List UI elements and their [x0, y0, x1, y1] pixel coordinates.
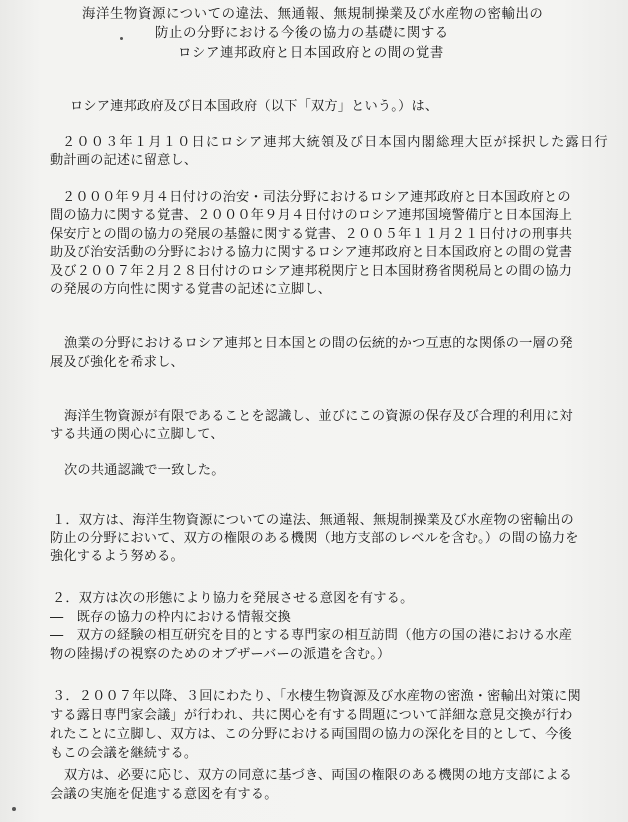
- document-title-line-2: 防止の分野における今後の協力の基礎に関する: [155, 26, 449, 41]
- item-2-line-1: ２．双方は次の形態により協力を発展させる意図を有する。: [52, 591, 414, 606]
- item-2-line-4: 物の陸揚げの視察のためのオブザーバーの派遣を含む。）: [50, 647, 391, 662]
- document-title-line-3: ロシア連邦政府と日本国政府との間の覚書: [178, 46, 444, 61]
- preamble-memoranda-line-2: 間の協力に関する覚書、２０００年９月４日付けのロシア連邦国境警備庁と日本国海上: [50, 208, 573, 223]
- preamble-action-plan-line-1: ２００３年１月１０日にロシア連邦大統領及び日本国内閣総理大臣が採択した露日行: [62, 135, 609, 150]
- item-3-line-1: ３．２００７年以降、３回にわたり、「水棲生物資源及び水産物の密漁・密輸出対策に関: [52, 689, 581, 704]
- item-3-line-5: 双方は、必要に応じ、双方の同意に基づき、両国の権限のある機関の地方支部による: [64, 768, 573, 783]
- preamble-memoranda-line-4: 助及び治安活動の分野における協力に関するロシア連邦政府と日本国政府との間の覚書: [50, 245, 573, 260]
- margin-dot-mark: [120, 37, 123, 40]
- preamble-agreement: 次の共通認識で一致した。: [64, 463, 225, 478]
- preamble-resources-line-2: する共通の関心に立脚して、: [50, 427, 224, 442]
- preamble-memoranda-line-3: 保安庁との間の協力の発展の基盤に関する覚書、２００５年１１月２１日付けの刑事共: [50, 227, 573, 242]
- item-3-line-3: れたことに立脚し、双方は、この分野における両国間の協力の深化を目的として、今後: [50, 727, 572, 742]
- preamble-fisheries-line-1: 漁業の分野におけるロシア連邦と日本国との間の伝統的かつ互恵的な関係の一層の発: [64, 336, 573, 351]
- document-title-line-1: 海洋生物資源についての違法、無通報、無規制操業及び水産物の密輸出の: [82, 7, 544, 22]
- preamble-memoranda-line-1: ２０００年９月４日付けの治安・司法分野におけるロシア連邦政府と日本国政府との: [62, 190, 571, 205]
- item-1-line-1: １．双方は、海洋生物資源についての違法、無通報、無規制操業及び水産物の密輸出の: [52, 513, 574, 528]
- preamble-fisheries-line-2: 展及び強化を希求し、: [50, 355, 184, 370]
- margin-dot-mark: [12, 807, 16, 811]
- preamble-action-plan-line-2: 動計画の記述に留意し、: [50, 153, 198, 168]
- preamble-memoranda-line-5: 及び２００７年２月２８日付けのロシア連邦税関庁と日本国財務省関税局との間の協力: [50, 264, 573, 279]
- item-3-line-4: もこの会議を継続する。: [50, 746, 198, 761]
- item-3-line-2: する露日専門家会議」が行われ、共に関心を有する問題について詳細な意見交換が行わ: [50, 708, 573, 723]
- preamble-parties: ロシア連邦政府及び日本国政府（以下「双方」という。）は、: [70, 99, 439, 114]
- item-2-line-2: ― 既存の協力の枠内における情報交換: [50, 610, 291, 625]
- item-1-line-3: 強化するよう努める。: [50, 549, 184, 564]
- item-2-line-3: ― 双方の経験の相互研究を目的とする専門家の相互訪問（他方の国の港における水産: [50, 628, 573, 643]
- preamble-memoranda-line-6: の発展の方向性に関する覚書の記述に立脚し、: [50, 282, 332, 297]
- item-3-line-6: 会議の実施を促進する意図を有する。: [50, 787, 278, 802]
- item-1-line-2: 防止の分野において、双方の権限のある機関（地方支部のレベルを含む。）の間の協力を: [50, 531, 579, 546]
- preamble-resources-line-1: 海洋生物資源が有限であることを認識し、並びにこの資源の保存及び合理的利用に対: [64, 409, 573, 424]
